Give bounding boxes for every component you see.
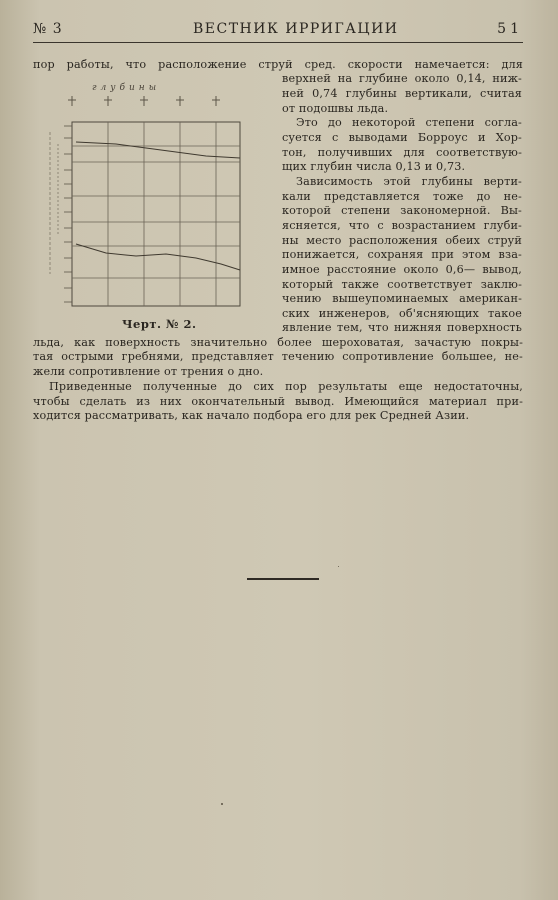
- text-line: который также соответствует заклю-: [282, 278, 522, 291]
- figure-caption: Черт. № 2.: [122, 317, 197, 331]
- text-line: ней 0,74 глубины вертикали, считая: [282, 87, 522, 100]
- text-line: тая острыми гребнями, представляет течению сопротивление большее, не-: [33, 350, 523, 363]
- text-line: чению вышеупоминаемых американ-: [282, 292, 522, 305]
- left-ticks: [64, 126, 72, 302]
- column-marks: [68, 96, 220, 106]
- graph-top-label: глубины: [92, 83, 161, 93]
- text-line: явление тем, что нижняя поверхность: [282, 321, 522, 334]
- text-line: ны место расположения обеих струй: [282, 234, 522, 247]
- text-line: ясняется, что с возрастанием глуби-: [282, 219, 522, 232]
- lower-jet-curve: [76, 244, 240, 270]
- text-line: кали представляется тоже до не-: [282, 190, 522, 203]
- text-line: ходится рассматривать, как начало подбора его для рек Средней Азии.: [33, 409, 470, 422]
- text-line: суется с выводами Борроус и Хор-: [282, 131, 522, 144]
- text-line: от подошвы льда.: [282, 102, 389, 115]
- text-line: пор работы, что расположение струй сред. скорости намечается: для: [33, 58, 523, 71]
- grid-horizontal: [72, 146, 240, 278]
- paper-speck: [221, 803, 223, 805]
- figure-chart-2: [36, 74, 268, 330]
- text-line: которой степени закономерной. Вы-: [282, 204, 522, 217]
- page-header: [33, 20, 523, 43]
- text-line: щих глубин числа 0,13 и 0,73.: [282, 160, 466, 173]
- text-line: верхней на глубине около 0,14, ниж-: [282, 72, 522, 85]
- page-number: 51: [497, 21, 523, 37]
- text-line: ских инженеров, об'ясняющих такое: [282, 307, 522, 320]
- paper-speck: [338, 566, 339, 567]
- axis-label-scribble: [50, 132, 58, 274]
- issue-number: № 3: [33, 21, 63, 37]
- text-line: тон, получивших для соответствую-: [282, 146, 522, 159]
- text-line: Зависимость этой глубины верти-: [296, 175, 522, 188]
- upper-jet-curve: [76, 142, 240, 158]
- text-line: Приведенные полученные до сих пор результаты еще недостаточны,: [49, 380, 523, 393]
- journal-title: ВЕСТНИК ИРРИГАЦИИ: [193, 21, 399, 37]
- text-line: чтобы сделать из них окончательный вывод. Имеющийся материал при-: [33, 395, 523, 408]
- text-line: жели сопротивление от трения о дно.: [33, 365, 264, 378]
- velocity-depth-graph: [36, 74, 268, 330]
- text-line: Это до некоторой степени согла-: [296, 116, 522, 129]
- text-line: льда, как поверхность значительно более шероховатая, зачастую покры-: [33, 336, 523, 349]
- text-line: имное расстояние около 0,6— вывод,: [282, 263, 522, 276]
- end-rule: [247, 578, 319, 580]
- text-line: понижается, сохраняя при этом вза-: [282, 248, 522, 261]
